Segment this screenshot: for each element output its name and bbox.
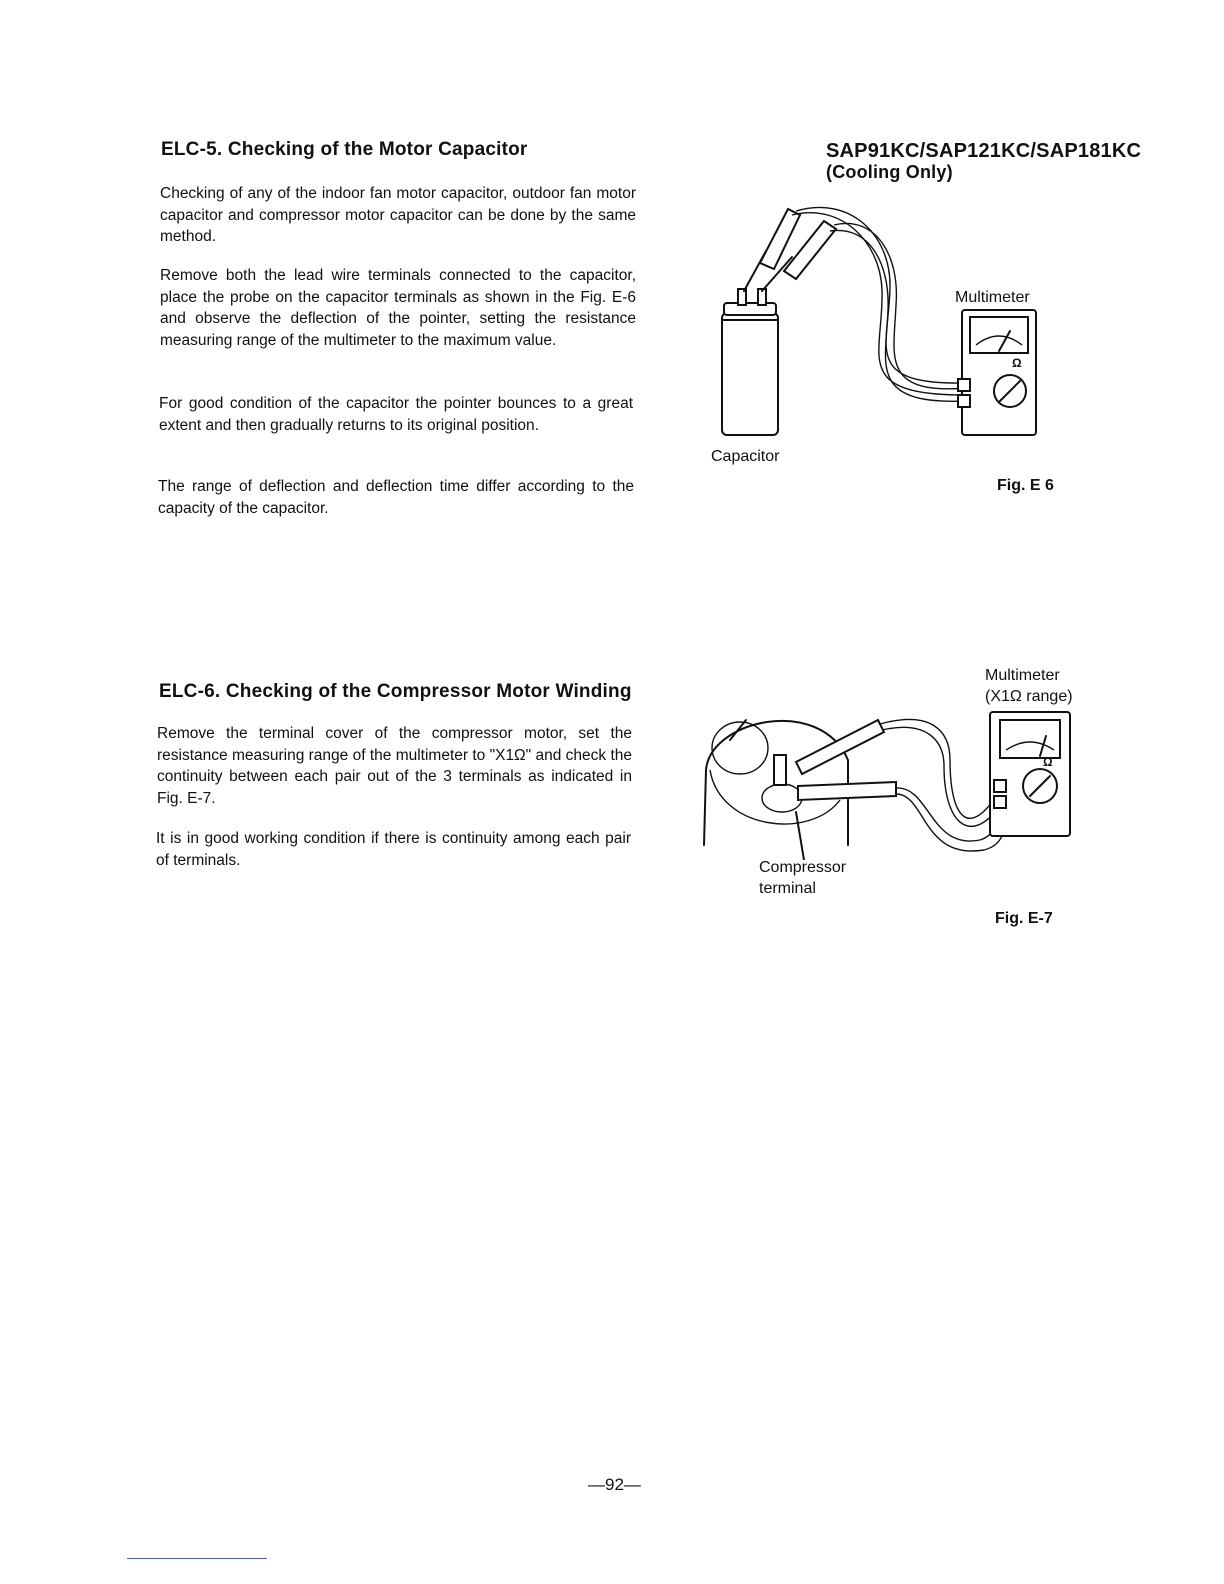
figure-caption-e7: Fig. E-7 xyxy=(995,910,1053,927)
model-note: (Cooling Only) xyxy=(826,162,953,182)
multimeter-label: Multimeter xyxy=(985,667,1060,684)
capacitor-drawing xyxy=(722,289,778,435)
ohm-symbol: Ω xyxy=(1043,755,1053,769)
capacitor-label: Capacitor xyxy=(711,448,780,465)
multimeter-range-label: (X1Ω range) xyxy=(985,688,1073,705)
compressor-terminal-label-line2: terminal xyxy=(759,880,816,897)
figure-e7-illustration xyxy=(700,700,1080,860)
paragraph: Remove the terminal cover of the compressor motor, set the resistance measuring range of the multimeter to "X1Ω" and check the continuity between each pair out of the 3 terminals as indicated in Fig. E-7. xyxy=(157,725,632,807)
model-number: SAP91KC/SAP121KC/SAP181KC xyxy=(826,140,1142,162)
paragraph: Checking of any of the indoor fan motor capacitor, outdoor fan motor capacitor and compressor motor capacitor can be done by the same method. xyxy=(160,185,636,245)
page-number: —92— xyxy=(588,1475,641,1494)
multimeter-drawing xyxy=(958,310,1036,435)
figure-caption-e6: Fig. E 6 xyxy=(997,477,1054,494)
figure-e6-illustration xyxy=(700,195,1060,455)
paragraph: The range of deflection and deflection time differ according to the capacity of the capacitor. xyxy=(158,478,634,517)
paragraph: Remove both the lead wire terminals connected to the capacitor, place the probe on the capacitor terminals as shown in the Fig. E-6 and observe the deflection of the pointer, setting the resistance measuring range of the multimeter to the maximum value. xyxy=(160,267,636,349)
ohm-symbol: Ω xyxy=(1012,356,1022,370)
footer-rule xyxy=(127,1558,267,1559)
compressor-terminal-label: Compressor xyxy=(759,859,847,876)
multimeter-label: Multimeter xyxy=(955,289,1030,306)
multimeter-drawing xyxy=(990,712,1070,836)
paragraph: It is in good working condition if there is continuity among each pair of terminals. xyxy=(156,830,631,869)
section-title-elc5: ELC-5. Checking of the Motor Capacitor xyxy=(161,139,528,160)
probe-drawing xyxy=(796,719,1006,851)
paragraph: For good condition of the capacitor the pointer bounces to a great extent and then gradually returns to its original position. xyxy=(159,395,633,434)
section-title-elc6: ELC-6. Checking of the Compressor Motor Winding xyxy=(159,681,632,702)
